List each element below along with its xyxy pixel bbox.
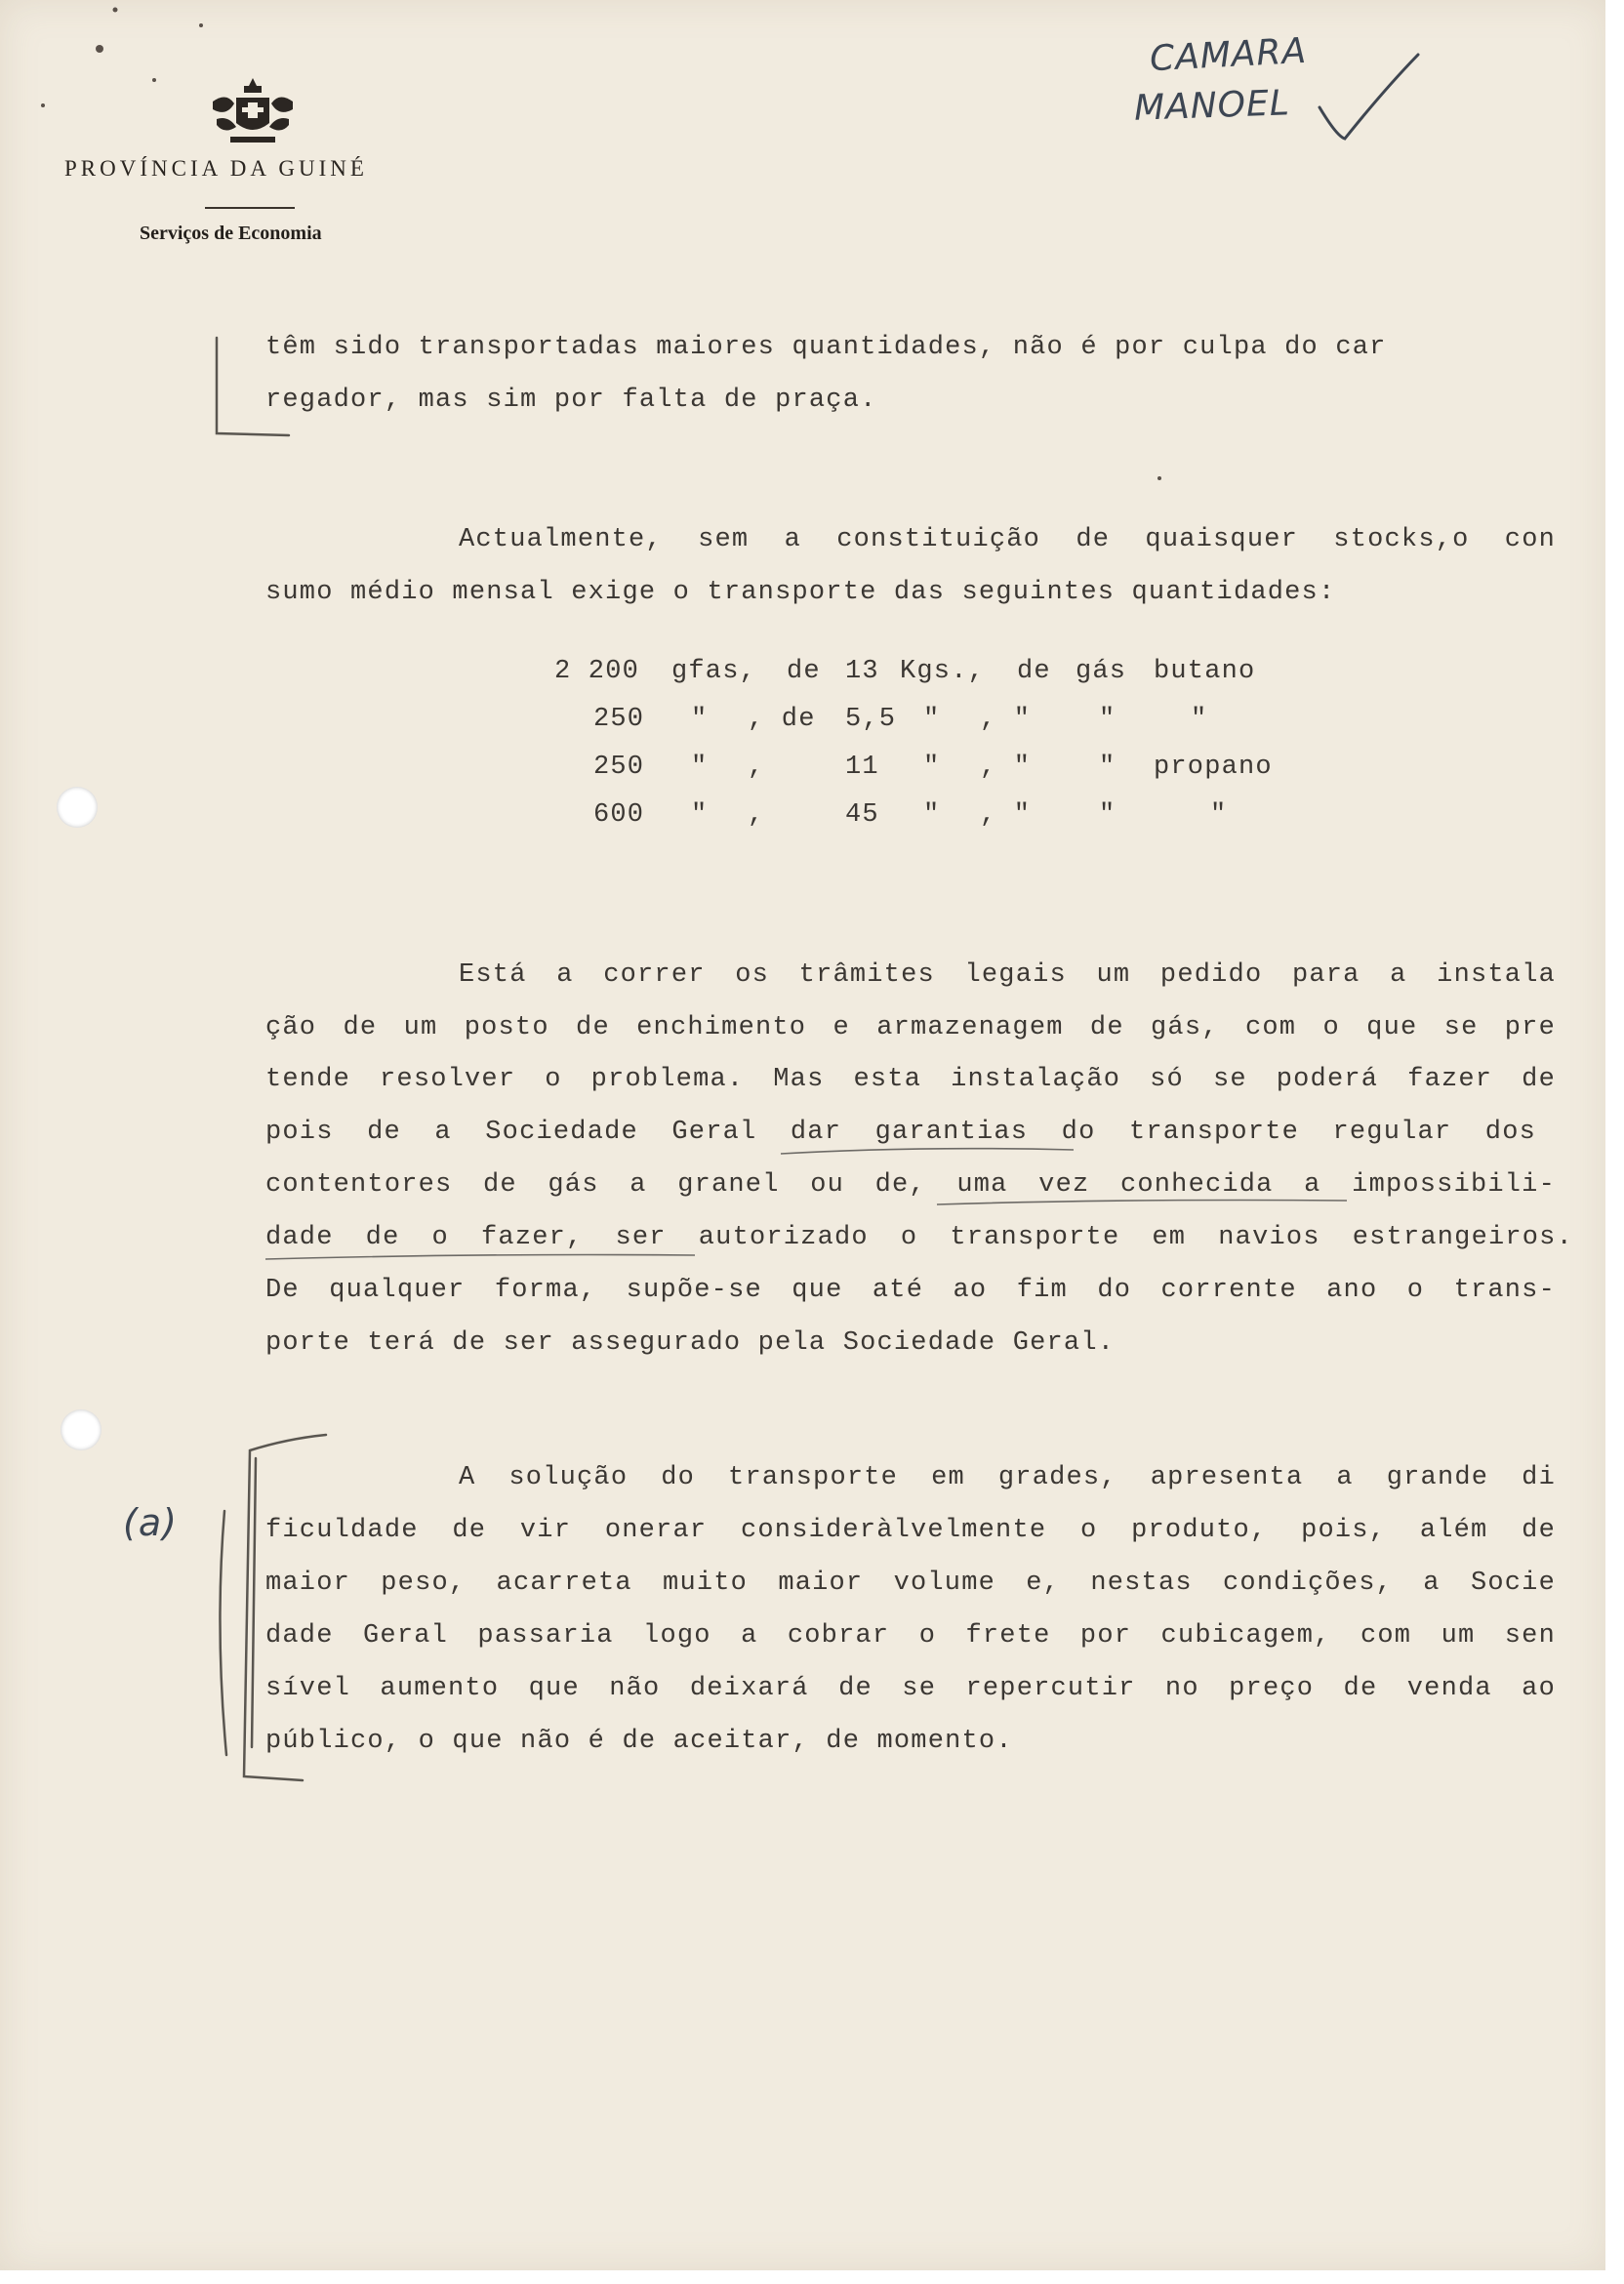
gas-cell: propano [1154, 753, 1273, 782]
unit-cell: " [691, 705, 709, 734]
unit-cell: " [691, 753, 709, 782]
paragraph-4-line-2: ficuldade de vir onerar consideràlvelmente o produto, pois, além de [265, 1516, 1556, 1545]
paragraph-3-line-1: Está a correr os trâmites legais um pedido para a instala [459, 960, 1556, 990]
handwritten-note-line2: MANOEL [1133, 83, 1291, 129]
qty-cell: 2 200 [554, 657, 640, 686]
paragraph-1-bracket [217, 338, 289, 435]
prep-cell: , de [748, 705, 816, 734]
paragraph-3-line-2: ção de um posto de enchimento e armazenagem de gás, com o que se pre [265, 1013, 1556, 1042]
paragraph-4-bracket-inner [252, 1458, 256, 1747]
margin-note: (a) [123, 1501, 178, 1544]
kind-cell: " [1099, 705, 1116, 734]
province-heading: PROVÍNCIA DA GUINÉ [64, 156, 368, 181]
size-cell: 13 [845, 657, 879, 686]
kg-cell: " [923, 705, 941, 734]
paragraph-4-line-3: maior peso, acarreta muito maior volume e, nestas condições, a Socie [265, 1569, 1556, 1598]
kind-cell: " [1099, 753, 1116, 782]
of-cell: , " [980, 753, 1032, 782]
paragraph-3-line-4: pois de a Sociedade Geral dar garantias do transporte regular dos [265, 1118, 1536, 1147]
paragraph-3-line-5: contentores de gás a granel ou de, uma vez conhecida a impossibili- [265, 1170, 1556, 1200]
ink-speck [96, 45, 103, 53]
unit-cell: gfas, [671, 657, 757, 686]
ink-speck [152, 78, 156, 82]
gas-cell: " [1210, 800, 1228, 830]
margin-stroke [220, 1511, 226, 1755]
prep-cell: de [787, 657, 821, 686]
line-text: têm sido transportadas maiores quantidades, não é por culpa do car [265, 333, 1387, 362]
underline-mark [781, 1149, 1074, 1154]
gas-cell: " [1191, 705, 1208, 734]
handwritten-note-line1: CAMARA [1149, 30, 1309, 80]
prep-cell: , [748, 753, 765, 782]
checkmark-icon [1320, 55, 1418, 139]
underline-mark [937, 1201, 1347, 1205]
kind-cell: gás [1076, 657, 1127, 686]
qty-cell: 600 [593, 800, 645, 830]
paragraph-3-line-3: tende resolver o problema. Mas esta instalação só se poderá fazer de [265, 1065, 1556, 1094]
of-cell: , " [980, 705, 1032, 734]
kg-cell: Kgs., [900, 657, 986, 686]
paragraph-4-line-6: público, o que não é de aceitar, de momento. [265, 1727, 1013, 1756]
kg-cell: " [923, 753, 941, 782]
paragraph-4-line-4: dade Geral passaria logo a cobrar o frete por cubicagem, com um sen [265, 1621, 1556, 1651]
paragraph-4-line-5: sível aumento que não deixará de se repercutir no preço de venda ao [265, 1674, 1556, 1703]
paragraph-1-line-2: regador, mas sim por falta de praça. [265, 386, 877, 415]
size-cell: 11 [845, 753, 879, 782]
paragraph-2-line-2: sumo médio mensal exige o transporte das seguintes quantidades: [265, 578, 1336, 607]
of-cell: de [1017, 657, 1051, 686]
size-cell: 5,5 [845, 705, 897, 734]
size-cell: 45 [845, 800, 879, 830]
unit-cell: " [691, 800, 709, 830]
qty-cell: 250 [593, 753, 645, 782]
ink-speck [41, 103, 45, 107]
kg-cell: " [923, 800, 941, 830]
underline-mark [265, 1255, 695, 1260]
prep-cell: , [748, 800, 765, 830]
paragraph-3-line-8: porte terá de ser assegurado pela Sociedade Geral. [265, 1328, 1116, 1358]
kind-cell: " [1099, 800, 1116, 830]
qty-cell: 250 [593, 705, 645, 734]
ink-speck [199, 23, 203, 27]
paragraph-2-line-1: Actualmente, sem a constituição de quaisquer stocks,o con [459, 525, 1556, 554]
ink-speck [1157, 476, 1161, 480]
department-heading: Serviços de Economia [140, 223, 322, 244]
ink-speck [113, 8, 118, 13]
of-cell: , " [980, 800, 1032, 830]
gas-cell: butano [1154, 657, 1256, 686]
paragraph-3-line-6: dade de o fazer, ser autorizado o transporte em navios estrangeiros. [265, 1223, 1573, 1252]
paragraph-3-line-7: De qualquer forma, supõe-se que até ao fim do corrente ano o trans- [265, 1276, 1556, 1305]
paragraph-4-line-1: A solução do transporte em grades, apresenta a grande di [459, 1463, 1556, 1492]
